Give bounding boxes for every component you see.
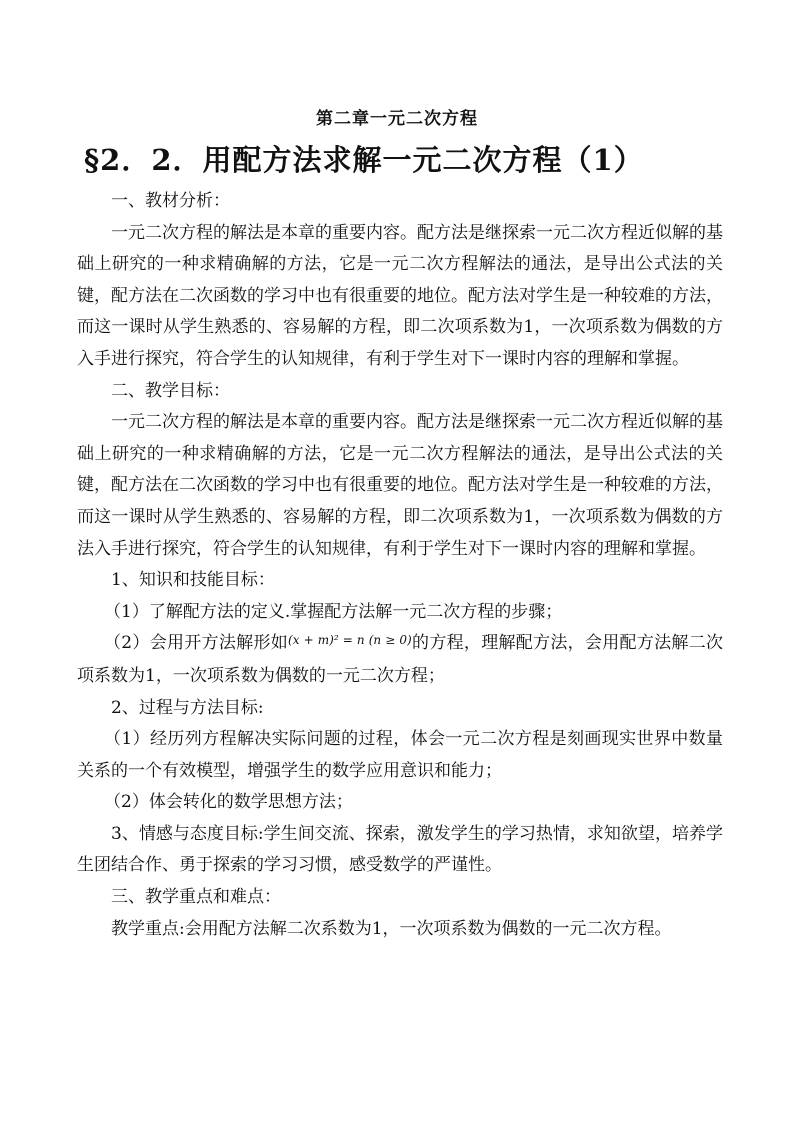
heading-textbook-analysis: 一、教材分析： [111, 191, 230, 211]
item-knowledge-2-tail: 的方程，理解配方法，会用配方法解二次项系数为1，一次项系数为偶数的一元二次方程； [77, 633, 724, 686]
heading-knowledge-skills: 1、知识和技能目标： [111, 570, 275, 591]
equation-formula: (x + m)² = n (n ≥ 0) [288, 633, 412, 648]
item-knowledge-2 [77, 628, 723, 692]
paragraph-teaching-objectives: 一元二次方程的解法是本章的重要内容。配方法是继探索一元二次方程近似解的基础上研究的一种求精确解的方法，它是一元二次方程解法的通法，是导出公式法的关键，配方法在二次函数的学习中也有很重要的地位。配方法对学生是一种较难的方法，而这一课时从学生熟悉的、容易解的方程，即二次项系数为1，一次项系数为偶数的方法入手进行探究，符合学生的认知规律，有利于学生对下一课时内容的理解和掌握。 [77, 412, 723, 559]
heading-teaching-objectives: 二、教学目标： [111, 380, 230, 401]
chapter-title: 第二章一元二次方程 [316, 109, 478, 129]
paragraph-textbook-analysis: 一元二次方程的解法是本章的重要内容。配方法是继探索一元二次方程近似解的基础上研究的一种求精确解的方法，它是一元二次方程解法的通法，是导出公式法的关键，配方法在二次函数的学习中也有很重要的地位。配方法对学生是一种较难的方法，而这一课时从学生熟悉的、容易解的方程，即二次项系数为1，一次项系数为偶数的方入手进行探究，符合学生的认知规律，有利于学生对下一课时内容的理解和掌握。 [77, 222, 723, 369]
item-knowledge-2-lead: （2）会用开方法解形如 [104, 633, 289, 654]
item-process-1: （1）经历列方程解决实际问题的过程，体会一元二次方程是刻画现实世界中数量关系的一个有效模型，增强学生的数学应用意识和能力； [77, 729, 723, 781]
paragraph-emotion-attitude: 3、情感与态度目标:学生间交流、探索，激发学生的学习热情，求知欲望，培养学生团结合作、勇于探索的学习习惯，感受数学的严谨性。 [77, 823, 723, 876]
item-process-2: （2）体会转化的数学思想方法； [104, 792, 353, 813]
heading-key-difficult-points: 三、教学重点和难点： [111, 887, 281, 908]
paragraph-teaching-focus: 教学重点:会用配方法解二次系数为1，一次项系数为偶数的一元二次方程。 [111, 918, 672, 939]
section-title: §2．2．用配方法求解一元二次方程（1） [84, 143, 644, 177]
document-body [77, 186, 723, 945]
heading-process-methods: 2、过程与方法目标: [111, 697, 264, 718]
item-knowledge-1: （1）了解配方法的定义.掌握配方法解一元二次方程的步骤； [104, 601, 563, 622]
